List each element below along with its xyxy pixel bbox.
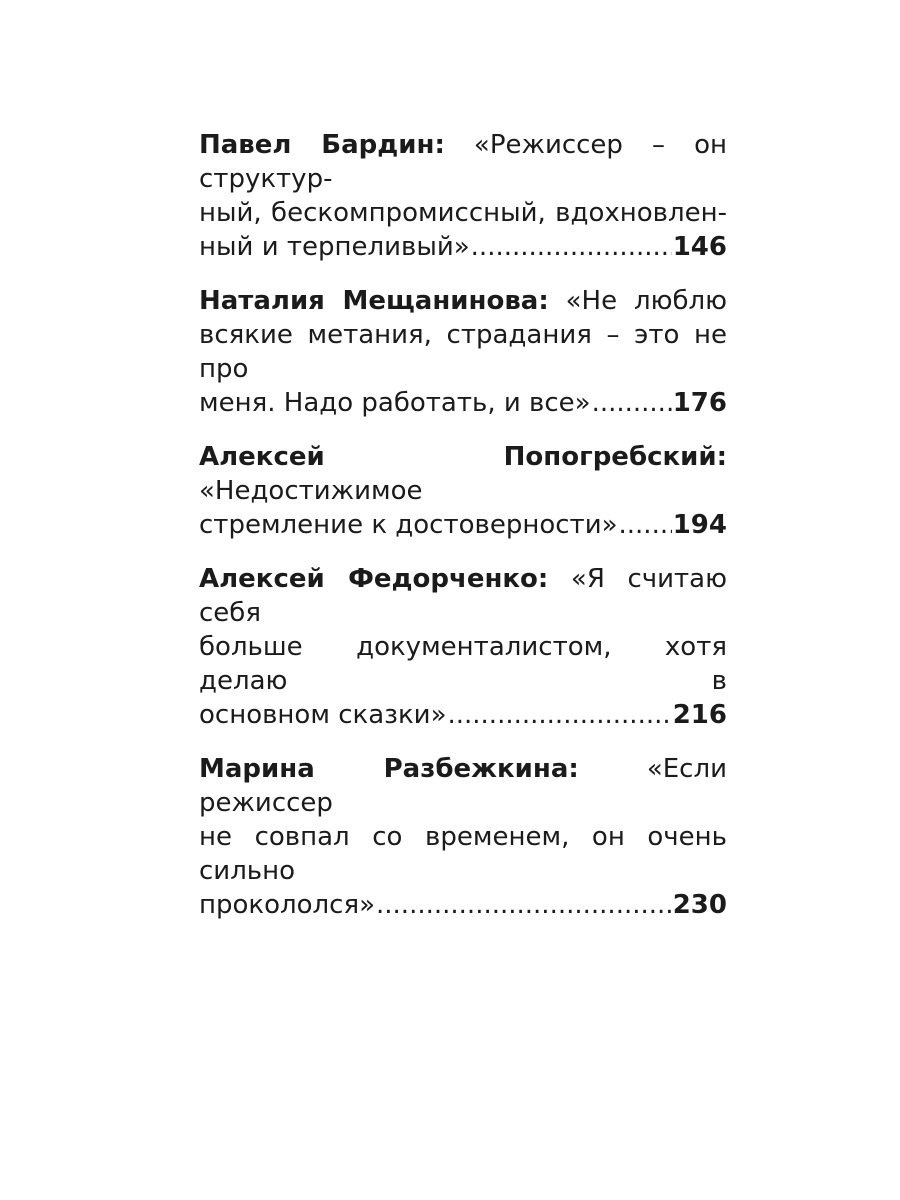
toc-entry-title: «Я считаю себя bbox=[199, 564, 727, 628]
table-of-contents bbox=[199, 128, 727, 942]
toc-entry-title-end: меня. Надо работать, и все» bbox=[199, 388, 591, 418]
dot-leader bbox=[471, 230, 672, 264]
toc-entry-last-line bbox=[199, 230, 727, 264]
toc-entry-title: «Недостижимое bbox=[199, 476, 423, 506]
toc-entry-last-line bbox=[199, 386, 727, 420]
toc-entry bbox=[199, 128, 727, 264]
toc-entry-page-number: 176 bbox=[672, 388, 727, 418]
toc-entry-title-end: основном сказки» bbox=[199, 700, 447, 730]
toc-entry-first-line bbox=[199, 440, 727, 508]
toc-entry-page-number: 194 bbox=[672, 510, 727, 540]
toc-entry-title-line: всякие метания, страдания – это не про bbox=[199, 320, 727, 384]
toc-entry-title-line: ный, бескомпромиссный, вдохновлен- bbox=[199, 198, 727, 228]
toc-entry-page-number: 230 bbox=[672, 890, 727, 920]
toc-entry-page-number: 146 bbox=[672, 232, 727, 262]
toc-entry-author: Алексей Попогребский: bbox=[199, 442, 727, 472]
toc-entry-author: Павел Бардин: bbox=[199, 130, 445, 160]
toc-entry-last-line bbox=[199, 698, 727, 732]
toc-entry-title-end: стремление к достоверности» bbox=[199, 510, 618, 540]
toc-entry-title: «Не люблю bbox=[548, 286, 728, 316]
toc-entry-title-end: прокололся» bbox=[199, 890, 376, 920]
toc-entry bbox=[199, 284, 727, 420]
toc-entry bbox=[199, 440, 727, 542]
toc-entry-author: Наталия Мещанинова: bbox=[199, 286, 549, 316]
toc-entry-first-line bbox=[199, 128, 727, 196]
toc-entry-first-line bbox=[199, 752, 727, 820]
toc-entry-last-line bbox=[199, 508, 727, 542]
toc-entry-page-number: 216 bbox=[672, 700, 727, 730]
toc-entry-first-line bbox=[199, 562, 727, 630]
dot-leader bbox=[447, 698, 671, 732]
toc-entry bbox=[199, 752, 727, 922]
toc-entry-title-line: больше документалистом, хотя делаю в bbox=[199, 632, 727, 696]
toc-entry-first-line bbox=[199, 284, 727, 318]
dot-leader bbox=[376, 888, 672, 922]
toc-entry-title-end: ный и терпеливый» bbox=[199, 232, 470, 262]
dot-leader bbox=[619, 508, 672, 542]
toc-entry bbox=[199, 562, 727, 732]
toc-entry-title-line: не совпал со временем, он очень сильно bbox=[199, 822, 727, 886]
dot-leader bbox=[592, 386, 672, 420]
toc-entry-author: Алексей Федорченко: bbox=[199, 564, 549, 594]
toc-entry-last-line bbox=[199, 888, 727, 922]
toc-entry-title: «Режиссер – он структур- bbox=[199, 130, 727, 194]
toc-entry-title: «Если режиссер bbox=[199, 754, 727, 818]
toc-entry-author: Марина Разбежкина: bbox=[199, 754, 579, 784]
